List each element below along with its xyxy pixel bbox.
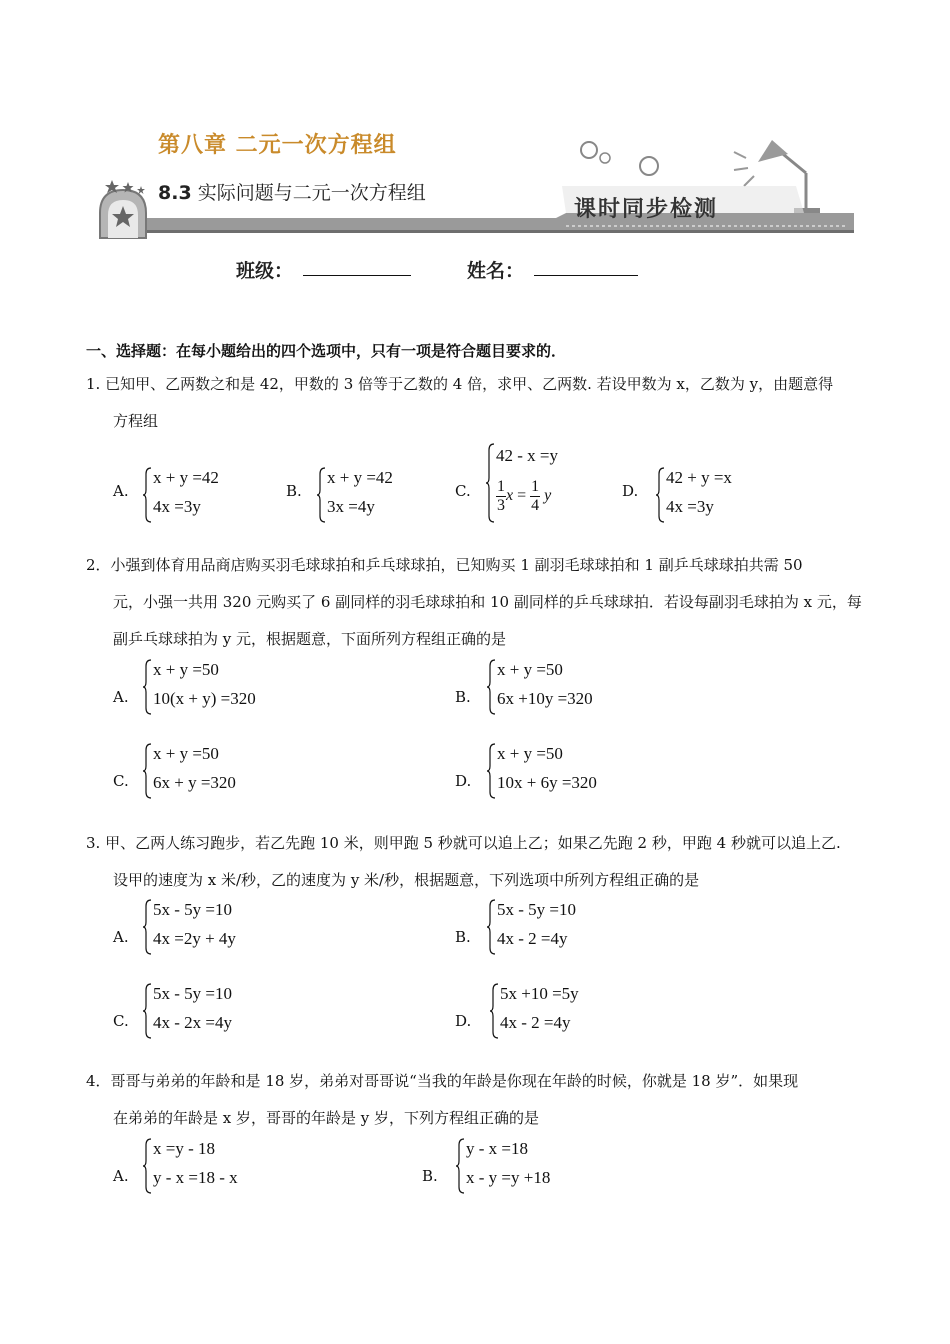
q2-option-a-system (143, 658, 293, 716)
bubble-icon (581, 142, 597, 158)
equation: x + y =50 (153, 744, 219, 763)
q2-option-c-system (143, 742, 293, 800)
class-field[interactable] (303, 275, 411, 276)
section-title (158, 178, 426, 205)
q1-option-a-label[interactable]: A. (113, 482, 129, 500)
q4-option-a-label[interactable]: A. (113, 1167, 129, 1185)
chapter-title: 第八章 二元一次方程组 (158, 133, 397, 158)
bubble-icon (600, 153, 610, 163)
q3-option-a-label[interactable]: A. (113, 928, 129, 946)
equation: 42 + y =x (666, 468, 732, 487)
bubble-icon (640, 157, 658, 175)
q2-option-b-system (487, 658, 637, 716)
equation: x - y =y +18 (466, 1168, 551, 1187)
equation: 4x - 2 =4y (500, 1013, 571, 1032)
q2-option-b-label[interactable]: B. (455, 688, 471, 706)
equation: 4x - 2 =4y (497, 929, 568, 948)
q3-option-d-label[interactable]: D. (455, 1012, 472, 1030)
section-name: 实际问题与二元一次方程组 (197, 182, 426, 204)
question-1-stem-line-2: 方程组 (113, 412, 159, 430)
q1-option-d-system (656, 466, 766, 524)
class-label: 班级： (236, 260, 294, 282)
name-label: 姓名： (467, 260, 525, 282)
q4-option-b-system (456, 1137, 606, 1195)
q3-option-d-system (490, 982, 640, 1040)
equation: $\frac{1}{3}$ x = $\frac{1}{4}$ y (497, 478, 552, 514)
equation: 6x + y =320 (153, 773, 236, 792)
q2-option-c-label[interactable]: C. (113, 772, 129, 790)
equation: 4x =3y (666, 497, 714, 516)
equation: 10x + 6y =320 (497, 773, 597, 792)
question-4-stem-line-2: 在弟弟的年龄是 x 岁，哥哥的年龄是 y 岁，下列方程组正确的是 (113, 1109, 540, 1127)
q3-option-c-label[interactable]: C. (113, 1012, 129, 1030)
section-number: 8.3 (158, 182, 192, 204)
q4-option-a-system (143, 1137, 293, 1195)
q1-option-a-system (143, 466, 253, 524)
q2-option-d-label[interactable]: D. (455, 772, 472, 790)
equation: x + y =50 (153, 660, 219, 679)
q3-option-b-label[interactable]: B. (455, 928, 471, 946)
equation: y - x =18 - x (153, 1168, 238, 1187)
q1-option-c-label[interactable]: C. (455, 482, 471, 500)
equation: 42 - x =y (496, 446, 558, 465)
question-3-stem-line-1: 3. 甲、乙两人练习跑步，若乙先跑 10 米，则甲跑 5 秒就可以追上乙；如果乙先跑 2 秒，甲跑 4 秒就可以追上乙. (86, 834, 841, 852)
q1-option-d-label[interactable]: D. (622, 482, 639, 500)
equation: x + y =50 (497, 660, 563, 679)
equation: x + y =42 (153, 468, 219, 487)
q3-option-a-system (143, 898, 293, 956)
equation: 5x +10 =5y (500, 984, 579, 1003)
question-2-stem-line-2: 元，小强一共用 320 元购买了 6 副同样的羽毛球球拍和 10 副同样的乒乓球球拍．若设每副羽毛球拍为 x 元，每 (113, 593, 862, 611)
name-field[interactable] (534, 275, 638, 276)
section-heading: 一、选择题：在每小题给出的四个选项中，只有一项是符合题目要求的． (86, 342, 567, 360)
question-1-stem-line-1: 1. 已知甲、乙两数之和是 42，甲数的 3 倍等于乙数的 4 倍，求甲、乙两数. 若设甲数为 x，乙数为 y，由题意得 (86, 375, 834, 393)
q2-option-a-label[interactable]: A. (113, 688, 129, 706)
equation: 10(x + y) =320 (153, 689, 256, 708)
q1-option-b-label[interactable]: B. (286, 482, 302, 500)
equation: 5x - 5y =10 (497, 900, 576, 919)
q1-option-b-system (317, 466, 427, 524)
equation: x + y =42 (327, 468, 393, 487)
equation: 4x - 2x =4y (153, 1013, 232, 1032)
q1-option-c-system (486, 442, 596, 524)
question-2-stem-line-3: 副乒乓球球拍为 y 元，根据题意，下面所列方程组正确的是 (113, 630, 507, 648)
question-3-stem-line-2: 设甲的速度为 x 米/秒，乙的速度为 y 米/秒，根据题意，下列选项中所列方程组正确的是 (113, 871, 700, 889)
equation: 4x =3y (153, 497, 201, 516)
equation: 5x - 5y =10 (153, 900, 232, 919)
equation: x =y - 18 (153, 1139, 215, 1158)
q3-option-c-system (143, 982, 293, 1040)
badge-label: 课时同步检测 (574, 197, 719, 222)
equation: 4x =2y + 4y (153, 929, 236, 948)
q4-option-b-label[interactable]: B. (422, 1167, 438, 1185)
q3-option-b-system (487, 898, 637, 956)
question-2-stem-line-1: 2．小强到体育用品商店购买羽毛球球拍和乒乓球球拍，已知购买 1 副羽毛球球拍和 1 副乒乓球球拍共需 50 (86, 556, 803, 574)
equation: 6x +10y =320 (497, 689, 593, 708)
equation: 3x =4y (327, 497, 375, 516)
q2-option-d-system (487, 742, 637, 800)
equation: x + y =50 (497, 744, 563, 763)
question-4-stem-line-1: 4．哥哥与弟弟的年龄和是 18 岁，弟弟对哥哥说“当我的年龄是你现在年龄的时候，你就是 18 岁”．如果现 (86, 1072, 799, 1090)
equation: y - x =18 (466, 1139, 528, 1158)
equation: 5x - 5y =10 (153, 984, 232, 1003)
